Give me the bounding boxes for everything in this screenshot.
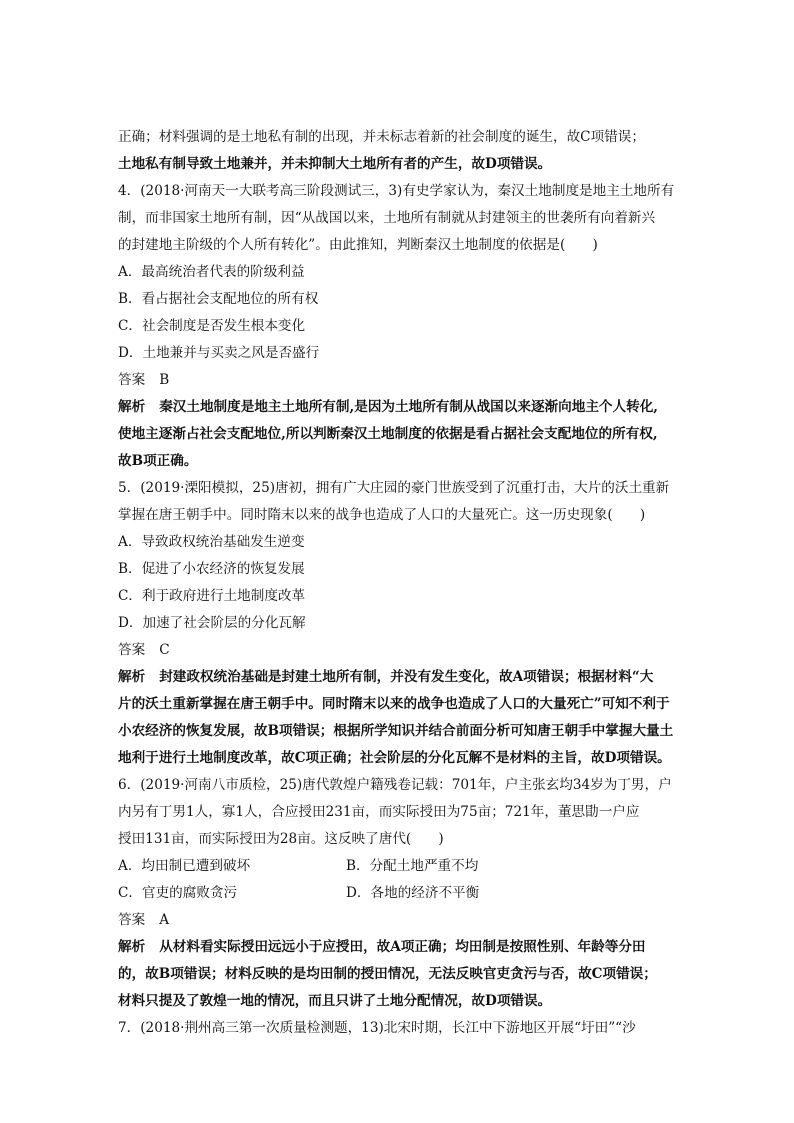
carry-over-line-2: 土地私有制导致土地兼并，并未抑制大土地所有者的产生，故D项错误。 (118, 156, 552, 172)
analysis-line: 材料只提及了敦煌一地的情况，而且只讲了土地分配情况，故D项错误。 (118, 993, 552, 1009)
question-stem-line: 的封建地主阶级的个人所有转化”。由此推知，判断秦汉土地制度的依据是( ) (118, 237, 598, 253)
option-c: C．利于政府进行土地制度改革 (118, 588, 306, 604)
document-body (118, 124, 678, 1042)
question-stem-line: 7．(2018·荆州高三第一次质量检测题，13)北宋时期，长江中下游地区开展“圩田”“沙 (118, 1020, 636, 1036)
answer-label: 答案 (118, 372, 146, 388)
option-d: D．土地兼并与买卖之风是否盛行 (118, 345, 320, 361)
option-a: A．均田制已遭到破坏 (118, 858, 251, 874)
answer-label: 答案 (118, 642, 146, 658)
analysis-label: 解析 (118, 669, 146, 685)
option-a: A．最高统治者代表的阶级利益 (118, 264, 305, 280)
analysis-text: 秦汉土地制度是地主土地所有制,是因为土地所有制从战国以来逐渐向地主个人转化, (159, 399, 659, 415)
option-b: B．看占据社会支配地位的所有权 (118, 291, 319, 307)
question-6 (118, 772, 678, 1015)
analysis-line: 地利于进行土地制度改革，故C项正确；社会阶层的分化瓦解不是材料的主旨，故D项错误。 (118, 750, 671, 766)
question-stem-line: 5．(2019·溧阳模拟，25)唐初，拥有广大庄园的豪门世族受到了沉重打击，大片的沃土重新 (118, 480, 670, 496)
option-c: C．社会制度是否发生根本变化 (118, 318, 306, 334)
option-d: D．各地的经济不平衡 (346, 885, 480, 901)
analysis-line: 使地主逐渐占社会支配地位,所以判断秦汉土地制度的依据是看占据社会支配地位的所有权, (118, 426, 658, 442)
answer-value: B (159, 372, 170, 388)
analysis-line (118, 664, 678, 691)
question-7 (118, 1015, 678, 1042)
analysis-line: 片的沃土重新掌握在唐王朝手中。同时隋末以来的战争也造成了人口的大量死亡”可知不利于 (118, 696, 670, 712)
carry-over-line-1: 正确；材料强调的是土地私有制的出现，并未标志着新的社会制度的诞生，故C项错误； (118, 129, 645, 145)
question-stem-line: 4．(2018·河南天一大联考高三阶段测试三，3)有史学家认为，秦汉土地制度是地主土地所有 (118, 183, 675, 199)
analysis-line: 小农经济的恢复发展，故B项错误；根据所学知识并结合前面分析可知唐王朝手中掌握大量土 (118, 723, 674, 739)
question-5 (118, 475, 678, 772)
analysis-line: 故B项正确。 (118, 453, 198, 469)
analysis-label: 解析 (118, 939, 146, 955)
analysis-label: 解析 (118, 399, 146, 415)
question-stem-line: 掌握在唐王朝手中。同时隋末以来的战争也造成了人口的大量死亡。这一历史现象( ) (118, 507, 646, 523)
question-stem-line: 内另有丁男1人，寡1人，合应授田231亩，而实际授田为75亩；721年，董思勖一户应 (118, 804, 640, 820)
option-d: D．加速了社会阶层的分化瓦解 (118, 615, 306, 631)
options-row (118, 853, 678, 880)
question-stem-line: 授田131亩，而实际授田为28亩。这反映了唐代( ) (118, 831, 444, 847)
analysis-line (118, 394, 678, 421)
answer-value: A (159, 912, 170, 928)
answer-line (118, 637, 678, 664)
question-4 (118, 178, 678, 475)
analysis-line: 的，故B项错误；材料反映的是均田制的授田情况，无法反映官吏贪污与否，故C项错误； (118, 966, 657, 982)
option-b: B．促进了小农经济的恢复发展 (118, 561, 305, 577)
answer-line (118, 907, 678, 934)
option-a: A．导致政权统治基础发生逆变 (118, 534, 305, 550)
analysis-text: 从材料看实际授田远远小于应授田，故A项正确；均田制是按照性别、年龄等分田 (159, 939, 646, 955)
option-b: B．分配土地严重不均 (346, 858, 479, 874)
question-stem-line: 制，而非国家土地所有制，因“从战国以来，土地所有制就从封建领主的世袭所有向着新兴 (118, 210, 656, 226)
answer-label: 答案 (118, 912, 146, 928)
answer-line (118, 367, 678, 394)
answer-value: C (159, 642, 170, 658)
option-c: C．官吏的腐败贪污 (118, 885, 238, 901)
options-row (118, 880, 678, 907)
analysis-line (118, 934, 678, 961)
question-stem-line: 6．(2019·河南八市质检，25)唐代敦煌户籍残卷记载：701年，户主张玄均34岁为丁男，户 (118, 777, 672, 793)
analysis-text: 封建政权统治基础是封建土地所有制，并没有发生变化，故A项错误；根据材料“大 (159, 669, 654, 685)
